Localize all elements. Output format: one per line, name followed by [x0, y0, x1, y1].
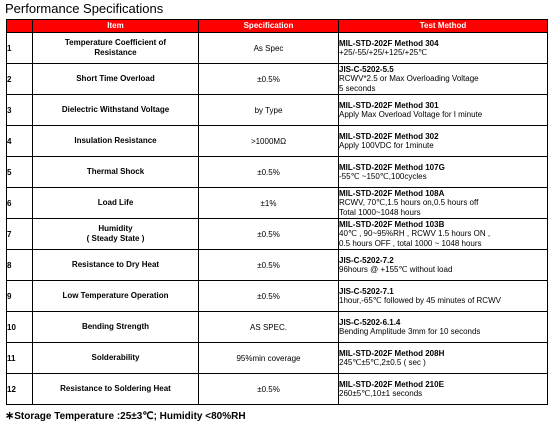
- row-number: 2: [7, 64, 33, 95]
- item-cell: [33, 126, 199, 157]
- specification-cell: >1000MΩ: [199, 126, 339, 157]
- test-method-cell: [339, 312, 548, 343]
- test-method-cell: [339, 126, 548, 157]
- test-method-detail: 1hour,-65℃ followed by 45 minutes of RCWV: [339, 296, 501, 305]
- table-row: [7, 281, 548, 312]
- row-number: 10: [7, 312, 33, 343]
- specification-cell: ±1%: [199, 188, 339, 219]
- row-number: 3: [7, 95, 33, 126]
- row-number: 11: [7, 343, 33, 374]
- test-method-title: MIL-STD-202F Method 302: [339, 131, 439, 141]
- item-line: Resistance to Dry Heat: [71, 260, 160, 269]
- test-method-detail: Apply Max Overload Voltage for I minute: [339, 110, 483, 119]
- test-method-title: MIL-STD-202F Method 208H: [339, 348, 445, 358]
- item-line: Humidity: [98, 224, 133, 233]
- item-line: Solderability: [91, 353, 140, 362]
- test-method-cell: [339, 343, 548, 374]
- row-number: 5: [7, 157, 33, 188]
- item-cell: [33, 219, 199, 250]
- test-method-detail: 245℃±5℃,2±0.5 ( sec ): [339, 358, 426, 367]
- table-row: [7, 343, 548, 374]
- test-method-cell: [339, 157, 548, 188]
- test-method-title: MIL-STD-202F Method 103B: [339, 219, 445, 229]
- item-line: Dielectric Withstand Voltage: [61, 105, 170, 114]
- test-method-title: MIL-STD-202F Method 107G: [339, 162, 445, 172]
- specification-cell: AS SPEC.: [199, 312, 339, 343]
- item-cell: [33, 250, 199, 281]
- table-row: [7, 157, 548, 188]
- row-number: 8: [7, 250, 33, 281]
- table-row: [7, 188, 548, 219]
- table-row: [7, 33, 548, 64]
- test-method-detail: RCWV*2.5 or Max Overloading Voltage: [339, 74, 479, 84]
- asterisk-icon: ∗: [5, 410, 15, 422]
- table-row: [7, 64, 548, 95]
- row-number: 12: [7, 374, 33, 405]
- item-cell: [33, 281, 199, 312]
- item-cell: [33, 312, 199, 343]
- row-number: 1: [7, 33, 33, 64]
- specification-cell: ±0.5%: [199, 157, 339, 188]
- specification-cell: ±0.5%: [199, 374, 339, 405]
- item-cell: [33, 64, 199, 95]
- test-method-title: JIS-C-5202-5.5: [339, 64, 394, 74]
- test-method-detail: +25/-55/+25/+125/+25℃: [339, 48, 428, 57]
- table-row: [7, 126, 548, 157]
- test-method-detail: 96hours @ +155℃ without load: [339, 265, 453, 274]
- table-row: [7, 312, 548, 343]
- item-line: Short Time Overload: [76, 74, 155, 83]
- test-method-cell: [339, 250, 548, 281]
- table-row: [7, 374, 548, 405]
- header-specification: Specification: [199, 20, 339, 33]
- test-method-detail: 40℃ , 90~95%RH , RCWV 1.5 hours ON ,: [339, 229, 491, 239]
- test-method-cell: [339, 95, 548, 126]
- test-method-cell: [339, 281, 548, 312]
- item-line: Temperature Coefficient of: [64, 38, 167, 47]
- test-method-title: JIS-C-5202-6.1.4: [339, 317, 401, 327]
- test-method-detail: -55℃ ~150℃,100cycles: [339, 172, 427, 181]
- item-line: Resistance: [94, 48, 137, 57]
- test-method-title: MIL-STD-202F Method 304: [339, 38, 439, 48]
- item-cell: [33, 157, 199, 188]
- specification-cell: ±0.5%: [199, 250, 339, 281]
- test-method-cell: [339, 33, 548, 64]
- header-test-method: Test Method: [339, 20, 548, 33]
- row-number: 7: [7, 219, 33, 250]
- item-cell: [33, 374, 199, 405]
- specification-cell: 95%min coverage: [199, 343, 339, 374]
- header-item: Item: [33, 20, 199, 33]
- test-method-cell: [339, 188, 548, 219]
- test-method-detail: Bending Amplitude 3mm for 10 seconds: [339, 327, 481, 336]
- test-method-detail: 5 seconds: [339, 83, 376, 93]
- table-header-row: [7, 20, 548, 33]
- item-cell: [33, 95, 199, 126]
- test-method-detail: 0.5 hours OFF , total 1000 ~ 1048 hours: [339, 238, 482, 248]
- item-line: ( Steady State ): [86, 234, 145, 243]
- item-cell: [33, 343, 199, 374]
- page-title: Performance Specifications: [5, 1, 164, 16]
- item-line: Bending Strength: [81, 322, 150, 331]
- test-method-detail: RCWV, 70℃,1.5 hours on,0.5 hours off: [339, 198, 479, 208]
- test-method-cell: [339, 64, 548, 95]
- item-line: Thermal Shock: [86, 167, 145, 176]
- test-method-title: MIL-STD-202F Method 210E: [339, 379, 444, 389]
- test-method-title: JIS-C-5202-7.2: [339, 255, 394, 265]
- storage-note: [5, 410, 246, 423]
- test-method-detail: 260±5℃,10±1 seconds: [339, 389, 423, 398]
- table-row: [7, 250, 548, 281]
- test-method-title: MIL-STD-202F Method 301: [339, 100, 439, 110]
- item-line: Resistance to Soldering Heat: [60, 384, 171, 393]
- specification-cell: As Spec: [199, 33, 339, 64]
- row-number: 4: [7, 126, 33, 157]
- performance-spec-table: [6, 19, 548, 405]
- specification-cell: ±0.5%: [199, 281, 339, 312]
- test-method-detail: Apply 100VDC for 1minute: [339, 141, 434, 150]
- table-body: [7, 33, 548, 405]
- row-number: 6: [7, 188, 33, 219]
- item-line: Load Life: [97, 198, 134, 207]
- test-method-title: JIS-C-5202-7.1: [339, 286, 394, 296]
- item-cell: [33, 33, 199, 64]
- test-method-cell: [339, 219, 548, 250]
- test-method-title: MIL-STD-202F Method 108A: [339, 188, 445, 198]
- test-method-cell: [339, 374, 548, 405]
- test-method-detail: Total 1000~1048 hours: [339, 207, 421, 217]
- header-no: [7, 20, 33, 33]
- item-line: Low Temperature Operation: [62, 291, 169, 300]
- specification-cell: ±0.5%: [199, 219, 339, 250]
- item-cell: [33, 188, 199, 219]
- specification-cell: ±0.5%: [199, 64, 339, 95]
- row-number: 9: [7, 281, 33, 312]
- table-row: [7, 95, 548, 126]
- item-line: Insulation Resistance: [74, 136, 157, 145]
- storage-note-text: Storage Temperature :25±3℃; Humidity <80%RH: [14, 411, 246, 422]
- table-row: [7, 219, 548, 250]
- specification-cell: by Type: [199, 95, 339, 126]
